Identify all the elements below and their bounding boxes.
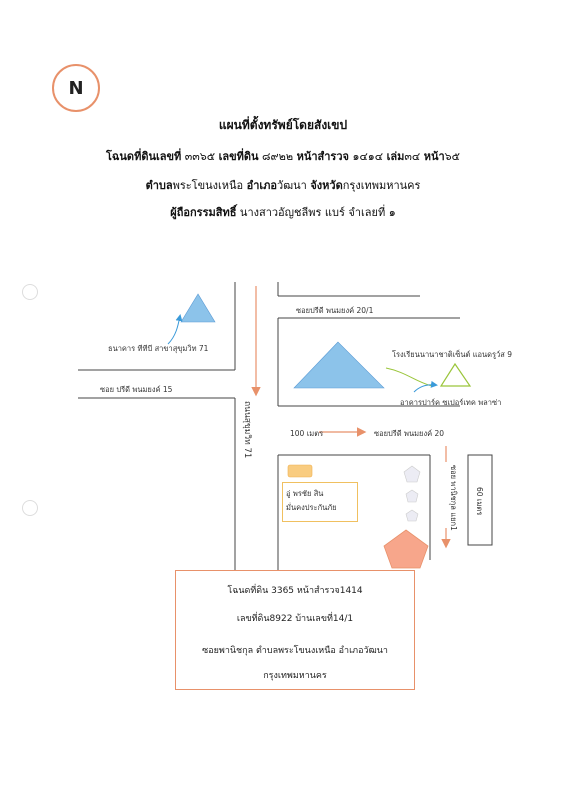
legend-line-2: มั่นคงประกันภัย bbox=[286, 503, 337, 512]
house-marker-icon bbox=[404, 466, 420, 482]
location-line: ตำบลพระโขนงเหนือ อำเภอวัฒนา จังหวัดกรุงเทพมหานคร bbox=[145, 179, 421, 192]
plaza-pointer-arrow bbox=[414, 385, 436, 392]
soi-20-1-label: ซอยปรีดี พนมยงค์ 20/1 bbox=[296, 306, 374, 315]
plaza-pointer-line bbox=[386, 368, 432, 386]
garage-marker-icon bbox=[288, 465, 312, 477]
main-road-label: ถนนสุขุมวิท 71 bbox=[242, 401, 252, 459]
target-property-icon bbox=[384, 530, 428, 568]
plaza-triangle-icon bbox=[441, 364, 470, 386]
house-marker-icon bbox=[406, 510, 418, 521]
house-marker-icon bbox=[406, 490, 418, 502]
bank-pointer-arrow bbox=[168, 316, 180, 344]
info-line-2: เลขที่ดิน8922 บ้านเลขที่14/1 bbox=[236, 614, 354, 624]
legend-line-1: อู่ พรชัย สิน bbox=[286, 489, 324, 498]
school-label: โรงเรียนนานาชาติเซ็นต์ แอนดรูว์ส 9 bbox=[392, 350, 513, 359]
panit-soi-label: ซอย พานิชกุล แยก1 bbox=[449, 465, 458, 531]
distance-60-label: 60 เมตร bbox=[475, 487, 484, 516]
north-compass: N bbox=[52, 64, 100, 112]
school-triangle-icon bbox=[294, 342, 384, 388]
property-info-box bbox=[175, 570, 415, 690]
info-line-4: กรุงเทพมหานคร bbox=[263, 671, 327, 681]
bank-label: ธนาคาร ทีทีบี สาขาสุขุมวิท 71 bbox=[108, 344, 209, 353]
bank-triangle-icon bbox=[181, 294, 215, 322]
plaza-label: อาคารปาร์ค ซเปอร์เทค พลาซ่า bbox=[400, 398, 502, 407]
owner-line: ผู้ถือกรรมสิทธิ์ นางสาวอัญชลีพร แบร์ จำเลยที่ ๑ bbox=[170, 206, 396, 219]
soi-15-label: ซอย ปรีดี พนมยงค์ 15 bbox=[100, 385, 173, 394]
distance-100-label: 100 เมตร bbox=[290, 429, 324, 438]
garage-legend bbox=[282, 482, 358, 522]
deed-line: โฉนดที่ดินเลขที่ ๓๓๖๕ เลขที่ดิน ๘๙๒๒ หน้าสำรวจ ๑๔๑๔ เล่ม๓๔ หน้า๖๕ bbox=[106, 150, 460, 163]
map-title: แผนที่ตั้งทรัพย์โดยสังเขป bbox=[218, 118, 348, 132]
info-line-3: ซอยพานิชกุล ตำบลพระโขนงเหนือ อำเภอวัฒนา bbox=[202, 646, 388, 656]
info-line-1: โฉนดที่ดิน 3365 หน้าสำรวจ1414 bbox=[227, 586, 363, 596]
soi-20-label: ซอยปรีดี พนมยงค์ 20 bbox=[374, 429, 445, 438]
